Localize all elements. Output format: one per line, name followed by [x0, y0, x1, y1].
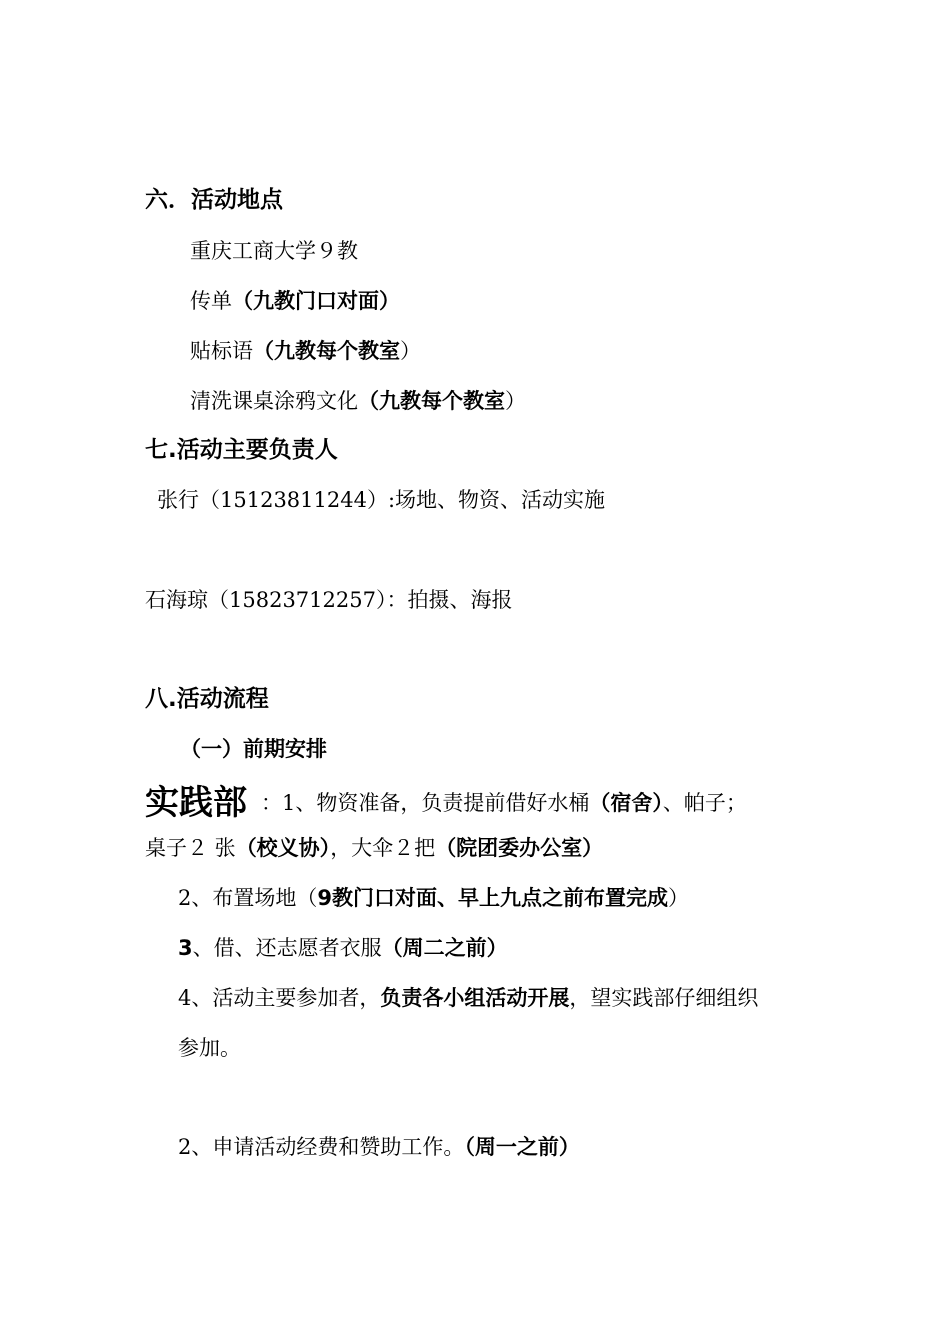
item-tail: ）	[505, 389, 526, 413]
task-2-tail: ）	[668, 886, 689, 910]
item-text: 清洗课桌涂鸦文化	[190, 389, 358, 413]
funding-deadline: （周一之前）	[464, 1135, 580, 1159]
section-8-heading: 八.活动流程	[145, 686, 269, 712]
umbrella-text: ，大伞２把	[330, 836, 436, 860]
location-text: 重庆工商大学９教	[190, 239, 358, 263]
section-6-heading: 六．活动地点	[145, 187, 283, 213]
item-location: （九教每个教室	[253, 339, 400, 363]
umbrella-location: （院团委办公室）	[435, 836, 604, 860]
task-4-line	[178, 984, 758, 1012]
task-4-tail: ，望实践部仔细组织	[569, 986, 759, 1010]
item-text: 贴标语	[190, 339, 253, 363]
person-shi: 石海琼（15823712257）：拍摄、海报	[145, 588, 513, 612]
item-location: （九教每个教室	[358, 389, 505, 413]
desk-location: （校义协）	[235, 836, 331, 860]
sub-heading-preparation: （一）前期安排	[180, 737, 327, 761]
item-tail: ）	[400, 339, 421, 363]
item-text: 传单	[190, 289, 232, 313]
desk-text: 桌子２ 张	[145, 836, 236, 860]
task-2-detail: 9教门口对面、早上九点之前布置完成	[317, 886, 668, 910]
task-2-line	[178, 884, 689, 912]
task-4-text: 4、活动主要参加者，	[178, 986, 381, 1010]
section-7-heading: 七.活动主要负责人	[145, 437, 338, 463]
task-1-text: ：1、物资准备，负责提前借好水桶	[261, 791, 590, 815]
location-item-slogans	[190, 337, 421, 365]
task-1-location: （宿舍）	[589, 791, 663, 815]
dept-line-2	[145, 834, 603, 862]
task-4-highlight: 负责各小组活动开展	[380, 986, 570, 1010]
task-1-tail: 、帕子；	[662, 791, 747, 815]
funding-text: 2、申请活动经费和赞助工作。	[178, 1135, 465, 1159]
location-item-desk-cleaning	[190, 387, 526, 415]
person-zhang: 张行（15123811244）:场地、物资、活动实施	[157, 488, 606, 512]
task-3-line	[178, 934, 508, 962]
dept-name: 实践部	[145, 783, 247, 823]
item-location: （九教门口对面）	[232, 289, 400, 313]
task-3-deadline: （周二之前）	[381, 936, 508, 960]
task-4-continuation: 参加。	[178, 1036, 241, 1060]
task-3-text: 、借、还志愿者衣服	[192, 936, 382, 960]
funding-line	[178, 1133, 580, 1161]
dept-line-1	[145, 783, 747, 823]
task-3-number: 3	[178, 936, 193, 960]
task-2-text: 2、布置场地（	[178, 886, 318, 910]
location-item-flyers	[190, 287, 400, 315]
